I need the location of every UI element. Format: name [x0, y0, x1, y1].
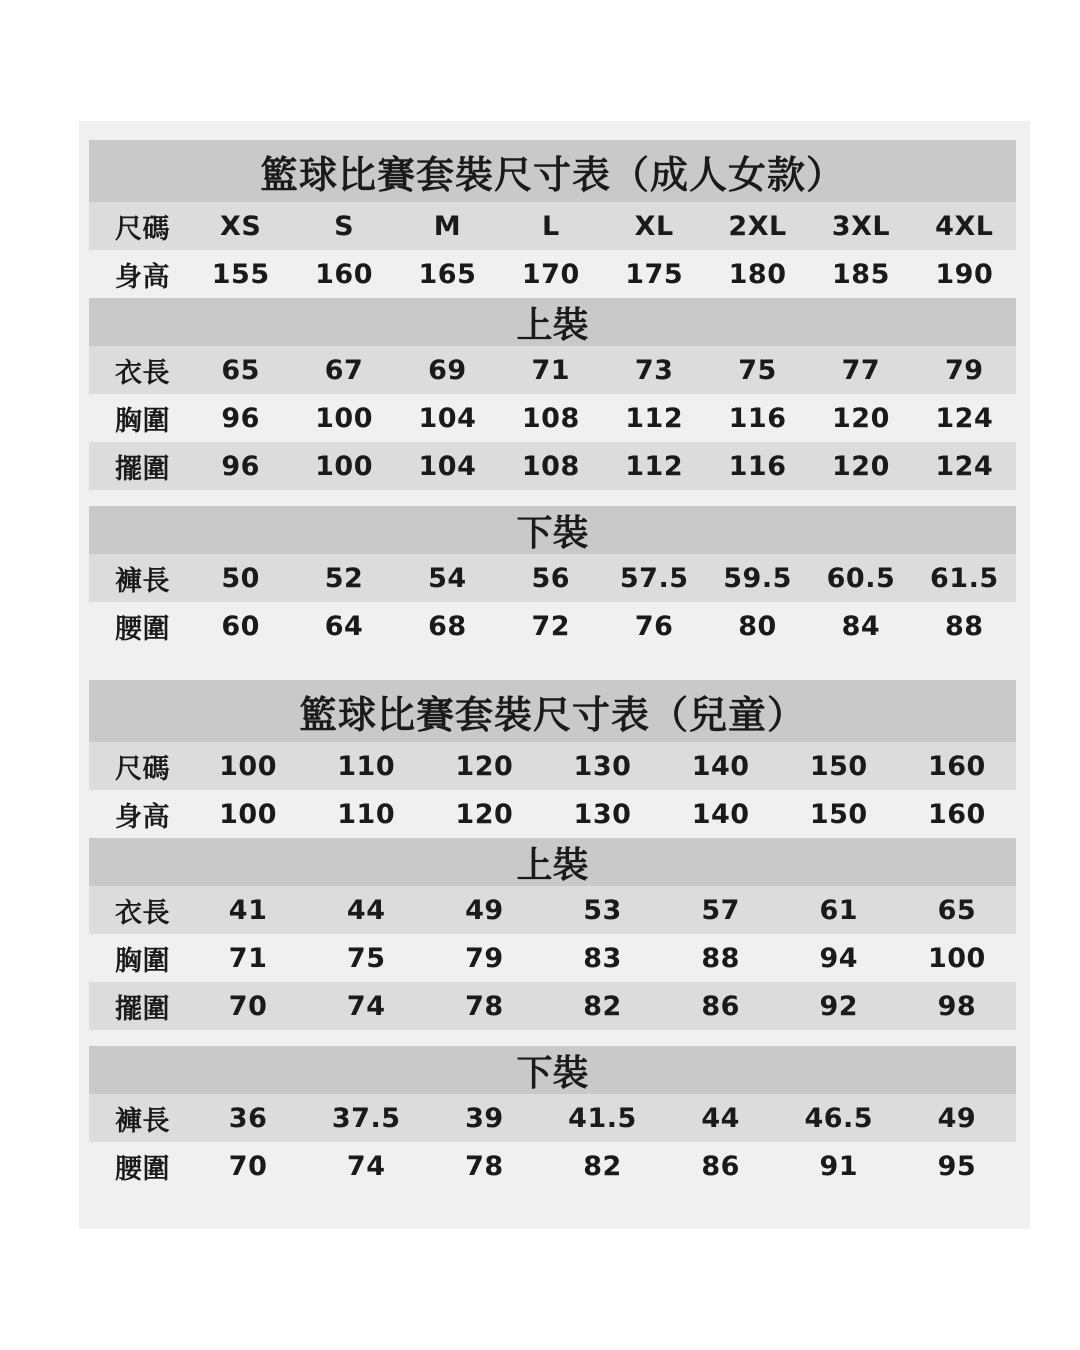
size-cell: 3XL: [831, 210, 891, 242]
row-label: 胸圍: [115, 405, 170, 437]
size-cell: XS: [220, 210, 262, 242]
row-label: 褲長: [115, 565, 170, 597]
size-cell: M: [433, 210, 462, 242]
value-cell: 74: [346, 990, 386, 1022]
value-cell: 96: [221, 402, 260, 434]
size-cell: L: [541, 210, 560, 242]
adult-waist-row: [89, 602, 1016, 650]
value-cell: 57.5: [619, 562, 689, 594]
value-cell: 116: [728, 450, 787, 482]
value-cell: 53: [583, 894, 622, 926]
value-cell: 70: [228, 990, 268, 1022]
size-cell: 130: [573, 750, 632, 782]
size-cell: S: [334, 210, 355, 242]
value-cell: 44: [346, 894, 386, 926]
height-cell: 155: [211, 258, 270, 290]
adult-chart-title: 籃球比賽套裝尺寸表（成人女款）: [89, 140, 1016, 202]
value-cell: 84: [841, 610, 881, 642]
height-cell: 190: [935, 258, 994, 290]
size-cell: 110: [337, 750, 396, 782]
value-cell: 100: [927, 942, 986, 974]
kids-bottom-heading: 下裝: [89, 1046, 1016, 1094]
adult-top-heading: 上裝: [89, 298, 1016, 346]
value-cell: 71: [531, 354, 571, 386]
row-label: 擺圍: [115, 453, 170, 485]
value-cell: 56: [531, 562, 571, 594]
value-cell: 61: [819, 894, 859, 926]
value-cell: 64: [324, 610, 364, 642]
value-cell: 80: [738, 610, 777, 642]
value-cell: 124: [935, 402, 994, 434]
size-cell: 150: [809, 750, 868, 782]
value-cell: 78: [465, 990, 504, 1022]
adult-size-chart: [89, 140, 1016, 650]
kids-size-chart: [89, 680, 1016, 1190]
size-cell: 100: [219, 750, 277, 782]
height-cell: 120: [455, 798, 514, 830]
value-cell: 36: [228, 1102, 268, 1134]
value-cell: 95: [937, 1150, 977, 1182]
value-cell: 67: [324, 354, 364, 386]
value-cell: 71: [228, 942, 268, 974]
value-cell: 92: [819, 990, 859, 1022]
value-cell: 39: [465, 1102, 504, 1134]
height-cell: 160: [315, 258, 373, 290]
value-cell: 82: [583, 990, 622, 1022]
height-cell: 100: [219, 798, 277, 830]
adult-chest-row: [89, 394, 1016, 442]
value-cell: 77: [841, 354, 881, 386]
row-label: 身高: [115, 261, 170, 293]
value-cell: 61.5: [930, 562, 999, 594]
value-cell: 46.5: [804, 1102, 874, 1134]
value-cell: 59.5: [723, 562, 792, 594]
value-cell: 69: [428, 354, 467, 386]
value-cell: 108: [521, 402, 580, 434]
value-cell: 60.5: [826, 562, 896, 594]
kids-size-row: [89, 742, 1016, 790]
value-cell: 49: [937, 1102, 977, 1134]
value-cell: 54: [428, 562, 467, 594]
kids-chart-title: 籃球比賽套裝尺寸表（兒童）: [89, 680, 1016, 742]
size-cell: 140: [691, 750, 750, 782]
value-cell: 94: [819, 942, 859, 974]
value-cell: 112: [625, 402, 684, 434]
kids-length-row: [89, 886, 1016, 934]
height-cell: 150: [809, 798, 868, 830]
value-cell: 100: [315, 402, 373, 434]
row-label: 胸圍: [115, 945, 170, 977]
value-cell: 79: [945, 354, 984, 386]
height-cell: 170: [521, 258, 580, 290]
kids-pants-length-row: [89, 1094, 1016, 1142]
value-cell: 68: [428, 610, 467, 642]
value-cell: 91: [819, 1150, 859, 1182]
value-cell: 49: [465, 894, 504, 926]
value-cell: 74: [346, 1150, 386, 1182]
value-cell: 65: [221, 354, 260, 386]
row-label: 腰圍: [115, 1153, 170, 1185]
value-cell: 57: [701, 894, 740, 926]
row-label: 身高: [115, 801, 170, 833]
adult-height-row: [89, 250, 1016, 298]
kids-hem-row: [89, 982, 1016, 1030]
value-cell: 120: [832, 450, 890, 482]
height-cell: 110: [337, 798, 396, 830]
value-cell: 60: [221, 610, 260, 642]
value-cell: 72: [531, 610, 571, 642]
height-cell: 185: [832, 258, 890, 290]
value-cell: 86: [701, 1150, 740, 1182]
value-cell: 100: [315, 450, 373, 482]
value-cell: 73: [634, 354, 674, 386]
row-label: 衣長: [115, 357, 170, 389]
height-cell: 130: [573, 798, 632, 830]
adult-hem-row: [89, 442, 1016, 490]
size-cell: 160: [927, 750, 986, 782]
value-cell: 82: [583, 1150, 622, 1182]
value-cell: 98: [937, 990, 977, 1022]
value-cell: 88: [945, 610, 984, 642]
value-cell: 76: [634, 610, 674, 642]
value-cell: 83: [583, 942, 622, 974]
value-cell: 112: [625, 450, 684, 482]
size-cell: 2XL: [728, 210, 787, 242]
adult-bottom-heading: 下裝: [89, 506, 1016, 554]
value-cell: 79: [465, 942, 504, 974]
value-cell: 37.5: [331, 1102, 401, 1134]
value-cell: 116: [728, 402, 787, 434]
value-cell: 86: [701, 990, 740, 1022]
value-cell: 104: [418, 402, 477, 434]
value-cell: 78: [465, 1150, 504, 1182]
value-cell: 88: [701, 942, 740, 974]
row-label: 褲長: [115, 1105, 170, 1137]
value-cell: 75: [346, 942, 386, 974]
size-cell: 120: [455, 750, 514, 782]
height-cell: 140: [691, 798, 750, 830]
row-label: 腰圍: [115, 613, 170, 645]
value-cell: 104: [418, 450, 477, 482]
value-cell: 41.5: [568, 1102, 637, 1134]
value-cell: 65: [937, 894, 977, 926]
value-cell: 124: [935, 450, 994, 482]
kids-top-heading: 上裝: [89, 838, 1016, 886]
adult-pants-length-row: [89, 554, 1016, 602]
adult-length-row: [89, 346, 1016, 394]
value-cell: 44: [701, 1102, 740, 1134]
row-label: 尺碼: [115, 753, 170, 785]
value-cell: 50: [221, 562, 260, 594]
value-cell: 96: [221, 450, 260, 482]
value-cell: 52: [324, 562, 364, 594]
row-label: 尺碼: [115, 213, 170, 245]
row-label: 衣長: [115, 897, 170, 929]
value-cell: 41: [228, 894, 268, 926]
height-cell: 175: [625, 258, 684, 290]
value-cell: 70: [228, 1150, 268, 1182]
height-cell: 165: [418, 258, 477, 290]
row-label: 擺圍: [115, 993, 170, 1025]
value-cell: 120: [832, 402, 890, 434]
height-cell: 160: [927, 798, 986, 830]
kids-height-row: [89, 790, 1016, 838]
height-cell: 180: [728, 258, 787, 290]
value-cell: 108: [521, 450, 580, 482]
kids-waist-row: [89, 1142, 1016, 1190]
size-cell: 4XL: [935, 210, 994, 242]
value-cell: 75: [738, 354, 777, 386]
size-cell: XL: [634, 210, 674, 242]
kids-chest-row: [89, 934, 1016, 982]
adult-size-row: [89, 202, 1016, 250]
